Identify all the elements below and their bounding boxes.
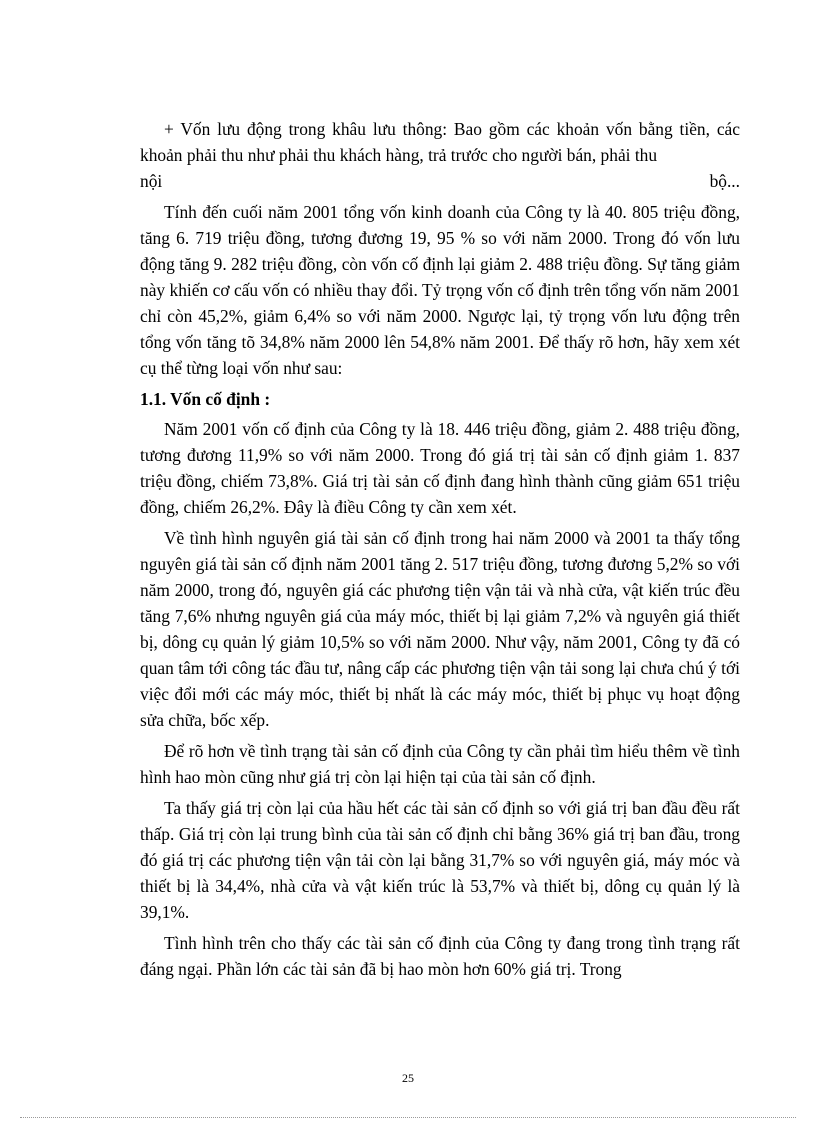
page-bottom-divider (20, 1117, 796, 1118)
paragraph-asset-condition: Tình hình trên cho thấy các tài sản cố định của Công ty đang trong tình trạng rất đáng ngại. Phần lớn các tài sản đã bị hao mòn hơn 60% giá trị. Trong (140, 933, 740, 979)
paragraph-working-capital-circulation: + Vốn lưu động trong khâu lưu thông: Bao gồm các khoản vốn bằng tiền, các khoản phải thu như phải thu khách hàng, trả trước cho người bán, phải thu (140, 119, 740, 165)
paragraph-original-cost: Về tình hình nguyên giá tài sản cố định trong hai năm 2000 và 2001 ta thấy tổng nguyên giá tài sản cố định năm 2001 tăng 2. 517 triệu đồng, tương đương 5,2% so với năm 2000, trong đó, nguyên giá các phương tiện vận tải và nhà cửa, vật kiến trúc đều tăng 7,6% nhưng nguyên giá của máy móc, thiết bị lại giảm 7,2% và nguyên giá thiết bị, dông cụ quản lý giảm 10,5% so với năm 2000. Như vậy, năm 2001, Công ty đã có quan tâm tới công tác đầu tư, nâng cấp các phương tiện vận tải song lại chưa chú ý tới việc đổi mới các máy móc, thiết bị nhất là các máy móc, thiết bị phục vụ hoạt động sửa chữa, bốc xếp. (140, 528, 740, 730)
paragraph-working-capital-circulation-end (140, 168, 740, 194)
paragraph-depreciation-intro: Để rõ hơn về tình trạng tài sản cố định của Công ty cần phải tìm hiểu thêm về tình hình hao mòn cũng như giá trị còn lại hiện tại của tài sản cố định. (140, 741, 740, 787)
page-content (140, 116, 740, 982)
paragraph-total-capital-2001: Tính đến cuối năm 2001 tổng vốn kinh doanh của Công ty là 40. 805 triệu đồng, tăng 6. 719 triệu đồng, tương đương 19, 95 % so với năm 2000. Trong đó vốn lưu động tăng 9. 282 triệu đồng, còn vốn cố định lại giảm 2. 488 triệu đồng. Sự tăng giảm này khiến cơ cấu vốn có nhiều thay đổi. Tỷ trọng vốn cố định trên tổng vốn năm 2001 chỉ còn 45,2%, giảm 6,4% so với năm 2000. Ngược lại, tỷ trọng vốn lưu động trên tổng vốn tăng tõ 34,8% năm 2000 lên 54,8% năm 2001. Để thấy rõ hơn, hãy xem xét cụ thể từng loại vốn như sau: (140, 202, 740, 378)
paragraph-residual-value: Ta thấy giá trị còn lại của hầu hết các tài sản cố định so với giá trị ban đầu đều rất thấp. Giá trị còn lại trung bình của tài sản cố định chỉ bằng 36% giá trị ban đầu, trong đó giá trị các phương tiện vận tải còn lại bằng 31,7% so với nguyên giá, máy móc và thiết bị là 34,4%, nhà cửa và vật kiến trúc là 53,7% và thiết bị, dông cụ quản lý là 39,1%. (140, 798, 740, 922)
split-word-right: bộ... (709, 171, 740, 191)
split-word-left: nội (140, 171, 163, 191)
page-number: 25 (402, 1071, 414, 1085)
section-heading-fixed-capital: 1.1. Vốn cố định : (140, 389, 271, 409)
paragraph-fixed-capital-2001: Năm 2001 vốn cố định của Công ty là 18. 446 triệu đồng, giảm 2. 488 triệu đồng, tương đương 11,9% so với năm 2000. Trong đó giá trị tài sản cố định giảm 1. 837 triệu đồng, chiếm 73,8%. Giá trị tài sản cố định đang hình thành cũng giảm 651 triệu đồng, chiếm 26,2%. Đây là điều Công ty cần xem xét. (140, 419, 740, 517)
